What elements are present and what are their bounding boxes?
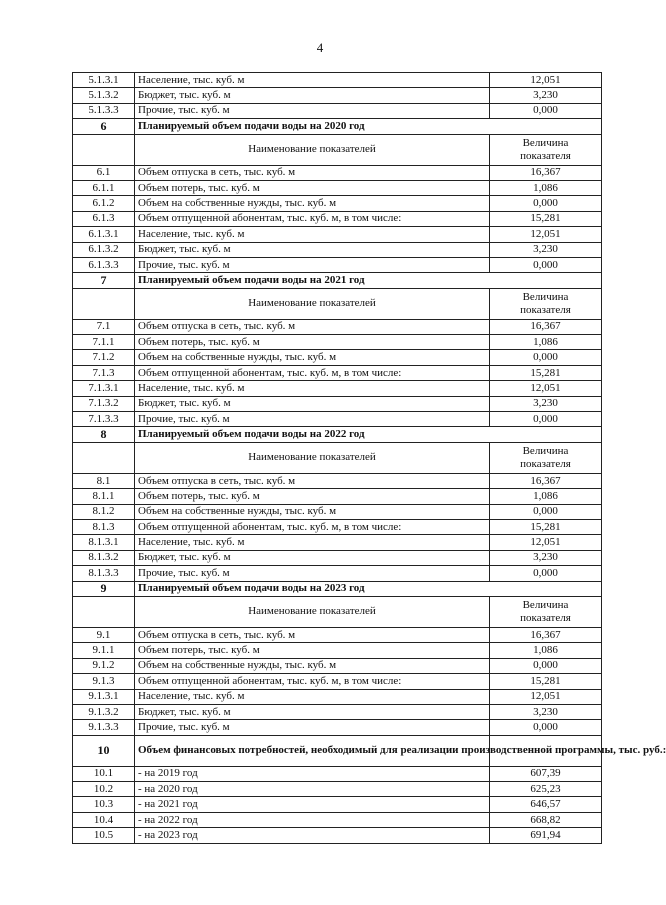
column-header-value-line2: показателя: [520, 457, 571, 470]
table-row: [73, 103, 602, 118]
indicator-name: Прочие, тыс. куб. м: [135, 566, 490, 581]
column-header-value-line1: Величина: [522, 598, 569, 611]
table-row: [73, 643, 602, 658]
table-row: [73, 412, 602, 427]
table-row: [73, 396, 602, 411]
empty-number-cell: [73, 596, 135, 627]
indicator-value: 3,230: [490, 704, 602, 719]
row-number: 5.1.3.2: [73, 88, 135, 103]
indicator-value: 16,367: [490, 627, 602, 642]
indicator-name: Население, тыс. куб. м: [135, 535, 490, 550]
indicator-value: 0,000: [490, 257, 602, 272]
indicator-name: Объем потерь, тыс. куб. м: [135, 489, 490, 504]
row-number: 7.1.3.1: [73, 381, 135, 396]
indicator-value: 668,82: [490, 812, 602, 827]
section-number: 8: [73, 427, 135, 442]
indicator-name: Объем отпущенной абонентам, тыс. куб. м, в том числе:: [135, 519, 490, 534]
indicator-value: 12,051: [490, 227, 602, 242]
column-header-value: [490, 596, 602, 627]
row-number: 8.1.2: [73, 504, 135, 519]
section-number: 6: [73, 119, 135, 134]
column-header-value: [490, 288, 602, 319]
row-number: 9.1.3.2: [73, 704, 135, 719]
row-number: 8.1.3: [73, 519, 135, 534]
indicator-name: Прочие, тыс. куб. м: [135, 257, 490, 272]
indicator-name: - на 2023 год: [135, 828, 490, 843]
indicator-name: Объем отпущенной абонентам, тыс. куб. м, в том числе:: [135, 674, 490, 689]
indicator-value: 1,086: [490, 180, 602, 195]
table-row: [73, 350, 602, 365]
row-number: 9.1.3: [73, 674, 135, 689]
indicator-name: Объем на собственные нужды, тыс. куб. м: [135, 658, 490, 673]
indicator-name: Бюджет, тыс. куб. м: [135, 242, 490, 257]
row-number: 8.1.3.2: [73, 550, 135, 565]
row-number: 8.1.1: [73, 489, 135, 504]
section-title: Планируемый объем подачи воды на 2020 год: [135, 119, 602, 134]
column-header-row: [73, 596, 602, 627]
indicator-name: Объем отпущенной абонентам, тыс. куб. м, в том числе:: [135, 365, 490, 380]
row-number: 6.1.1: [73, 180, 135, 195]
indicator-name: Население, тыс. куб. м: [135, 689, 490, 704]
table-row: [73, 196, 602, 211]
empty-number-cell: [73, 134, 135, 165]
column-header-name: Наименование показателей: [135, 134, 490, 165]
column-header-value-line1: Величина: [522, 444, 569, 457]
section-title: Планируемый объем подачи воды на 2021 год: [135, 273, 602, 288]
row-number: 7.1.3.2: [73, 396, 135, 411]
indicator-value: 15,281: [490, 211, 602, 226]
table-row: [73, 519, 602, 534]
column-header-name: Наименование показателей: [135, 596, 490, 627]
column-header-value: [490, 442, 602, 473]
indicator-value: 0,000: [490, 350, 602, 365]
indicator-name: - на 2019 год: [135, 766, 490, 781]
indicator-value: 12,051: [490, 73, 602, 88]
row-number: 8.1.3.3: [73, 566, 135, 581]
indicator-value: 15,281: [490, 519, 602, 534]
section-number: 7: [73, 273, 135, 288]
indicator-name: - на 2020 год: [135, 782, 490, 797]
indicator-name: Объем на собственные нужды, тыс. куб. м: [135, 504, 490, 519]
indicator-name: - на 2022 год: [135, 812, 490, 827]
column-header-value-line2: показателя: [520, 303, 571, 316]
table-row: [73, 165, 602, 180]
table-row: [73, 797, 602, 812]
indicator-name: Объем отпуска в сеть, тыс. куб. м: [135, 473, 490, 488]
row-number: 7.1.1: [73, 335, 135, 350]
row-number: 10.3: [73, 797, 135, 812]
table-row: [73, 473, 602, 488]
row-number: 7.1.3.3: [73, 412, 135, 427]
indicator-name: Население, тыс. куб. м: [135, 73, 490, 88]
indicator-value: 12,051: [490, 535, 602, 550]
column-header-name: Наименование показателей: [135, 442, 490, 473]
page-number: 4: [316, 40, 324, 55]
indicator-name: Объем отпуска в сеть, тыс. куб. м: [135, 319, 490, 334]
indicator-value: 646,57: [490, 797, 602, 812]
table-row: [73, 627, 602, 642]
table-row: [73, 73, 602, 88]
indicator-name: Население, тыс. куб. м: [135, 381, 490, 396]
indicator-value: 3,230: [490, 242, 602, 257]
indicator-value: 3,230: [490, 88, 602, 103]
table-row: [73, 180, 602, 195]
table-row: [73, 782, 602, 797]
indicator-name: Объем на собственные нужды, тыс. куб. м: [135, 196, 490, 211]
row-number: 9.1.2: [73, 658, 135, 673]
row-number: 6.1.3.3: [73, 257, 135, 272]
indicator-value: 0,000: [490, 658, 602, 673]
column-header-value-line2: показателя: [520, 611, 571, 624]
empty-number-cell: [73, 288, 135, 319]
section-title: Объем финансовых потребностей, необходимый для реализации производственной программы, тыс. руб.:: [135, 735, 490, 766]
section-row: [73, 735, 602, 766]
indicator-value: 607,39: [490, 766, 602, 781]
row-number: 9.1: [73, 627, 135, 642]
indicator-name: Прочие, тыс. куб. м: [135, 103, 490, 118]
row-number: 5.1.3.3: [73, 103, 135, 118]
column-header-value-line1: Величина: [522, 136, 569, 149]
indicator-value: 1,086: [490, 643, 602, 658]
table-row: [73, 658, 602, 673]
table-row: [73, 689, 602, 704]
column-header-row: [73, 134, 602, 165]
row-number: 8.1: [73, 473, 135, 488]
row-number: 5.1.3.1: [73, 73, 135, 88]
table-row: [73, 88, 602, 103]
row-number: 8.1.3.1: [73, 535, 135, 550]
row-number: 10.1: [73, 766, 135, 781]
section-row: [73, 427, 602, 442]
section-row: [73, 119, 602, 134]
row-number: 7.1.3: [73, 365, 135, 380]
indicator-name: Объем потерь, тыс. куб. м: [135, 335, 490, 350]
column-header-value-line1: Величина: [522, 290, 569, 303]
indicator-value: 0,000: [490, 720, 602, 735]
column-header-row: [73, 442, 602, 473]
indicator-value: 0,000: [490, 566, 602, 581]
section-title: Планируемый объем подачи воды на 2022 год: [135, 427, 602, 442]
indicators-table: [72, 72, 666, 844]
section-row: [73, 273, 602, 288]
indicator-name: Бюджет, тыс. куб. м: [135, 550, 490, 565]
indicator-name: Объем отпуска в сеть, тыс. куб. м: [135, 165, 490, 180]
row-number: 9.1.1: [73, 643, 135, 658]
indicator-name: - на 2021 год: [135, 797, 490, 812]
indicator-value: 12,051: [490, 689, 602, 704]
indicator-value: 16,367: [490, 319, 602, 334]
table-row: [73, 211, 602, 226]
row-number: 10.4: [73, 812, 135, 827]
table-row: [73, 828, 602, 843]
row-number: 6.1.2: [73, 196, 135, 211]
row-number: 9.1.3.1: [73, 689, 135, 704]
indicator-value: 0,000: [490, 103, 602, 118]
indicator-name: Население, тыс. куб. м: [135, 227, 490, 242]
indicator-value: 1,086: [490, 335, 602, 350]
table-row: [73, 381, 602, 396]
row-number: 6.1: [73, 165, 135, 180]
indicator-value: 0,000: [490, 196, 602, 211]
column-header-row: [73, 288, 602, 319]
table-row: [73, 535, 602, 550]
table-row: [73, 812, 602, 827]
indicator-value: 1,086: [490, 489, 602, 504]
table-row: [73, 720, 602, 735]
table-row: [73, 766, 602, 781]
table-row: [73, 335, 602, 350]
indicator-value: 16,367: [490, 473, 602, 488]
indicator-name: Объем потерь, тыс. куб. м: [135, 180, 490, 195]
indicator-value: 625,23: [490, 782, 602, 797]
table-row: [73, 365, 602, 380]
indicator-value: 16,367: [490, 165, 602, 180]
indicator-name: Прочие, тыс. куб. м: [135, 412, 490, 427]
section-row: [73, 581, 602, 596]
section-number: 10: [73, 735, 135, 766]
indicator-name: Объем на собственные нужды, тыс. куб. м: [135, 350, 490, 365]
table-row: [73, 566, 602, 581]
table-row: [73, 489, 602, 504]
row-number: 7.1.2: [73, 350, 135, 365]
row-number: 6.1.3.2: [73, 242, 135, 257]
row-number: 10.5: [73, 828, 135, 843]
indicator-value: 0,000: [490, 504, 602, 519]
row-number: 7.1: [73, 319, 135, 334]
table-row: [73, 504, 602, 519]
indicator-value: 3,230: [490, 396, 602, 411]
table-row: [73, 319, 602, 334]
indicator-value: 15,281: [490, 674, 602, 689]
indicator-value: 691,94: [490, 828, 602, 843]
indicator-name: Объем отпуска в сеть, тыс. куб. м: [135, 627, 490, 642]
empty-number-cell: [73, 442, 135, 473]
indicator-value: 15,281: [490, 365, 602, 380]
section-number: 9: [73, 581, 135, 596]
indicator-name: Прочие, тыс. куб. м: [135, 720, 490, 735]
table-row: [73, 704, 602, 719]
indicator-value: 3,230: [490, 550, 602, 565]
indicator-name: Бюджет, тыс. куб. м: [135, 396, 490, 411]
row-number: 6.1.3: [73, 211, 135, 226]
row-number: 6.1.3.1: [73, 227, 135, 242]
indicator-value: 0,000: [490, 412, 602, 427]
indicator-name: Бюджет, тыс. куб. м: [135, 88, 490, 103]
table-row: [73, 227, 602, 242]
row-number: 9.1.3.3: [73, 720, 135, 735]
table-row: [73, 674, 602, 689]
column-header-value-line2: показателя: [520, 149, 571, 162]
row-number: 10.2: [73, 782, 135, 797]
indicator-name: Объем потерь, тыс. куб. м: [135, 643, 490, 658]
column-header-name: Наименование показателей: [135, 288, 490, 319]
indicator-value: 12,051: [490, 381, 602, 396]
section-title: Планируемый объем подачи воды на 2023 год: [135, 581, 602, 596]
indicator-name: Объем отпущенной абонентам, тыс. куб. м, в том числе:: [135, 211, 490, 226]
table-row: [73, 257, 602, 272]
table-row: [73, 550, 602, 565]
table-row: [73, 242, 602, 257]
column-header-value: [490, 134, 602, 165]
indicator-name: Бюджет, тыс. куб. м: [135, 704, 490, 719]
